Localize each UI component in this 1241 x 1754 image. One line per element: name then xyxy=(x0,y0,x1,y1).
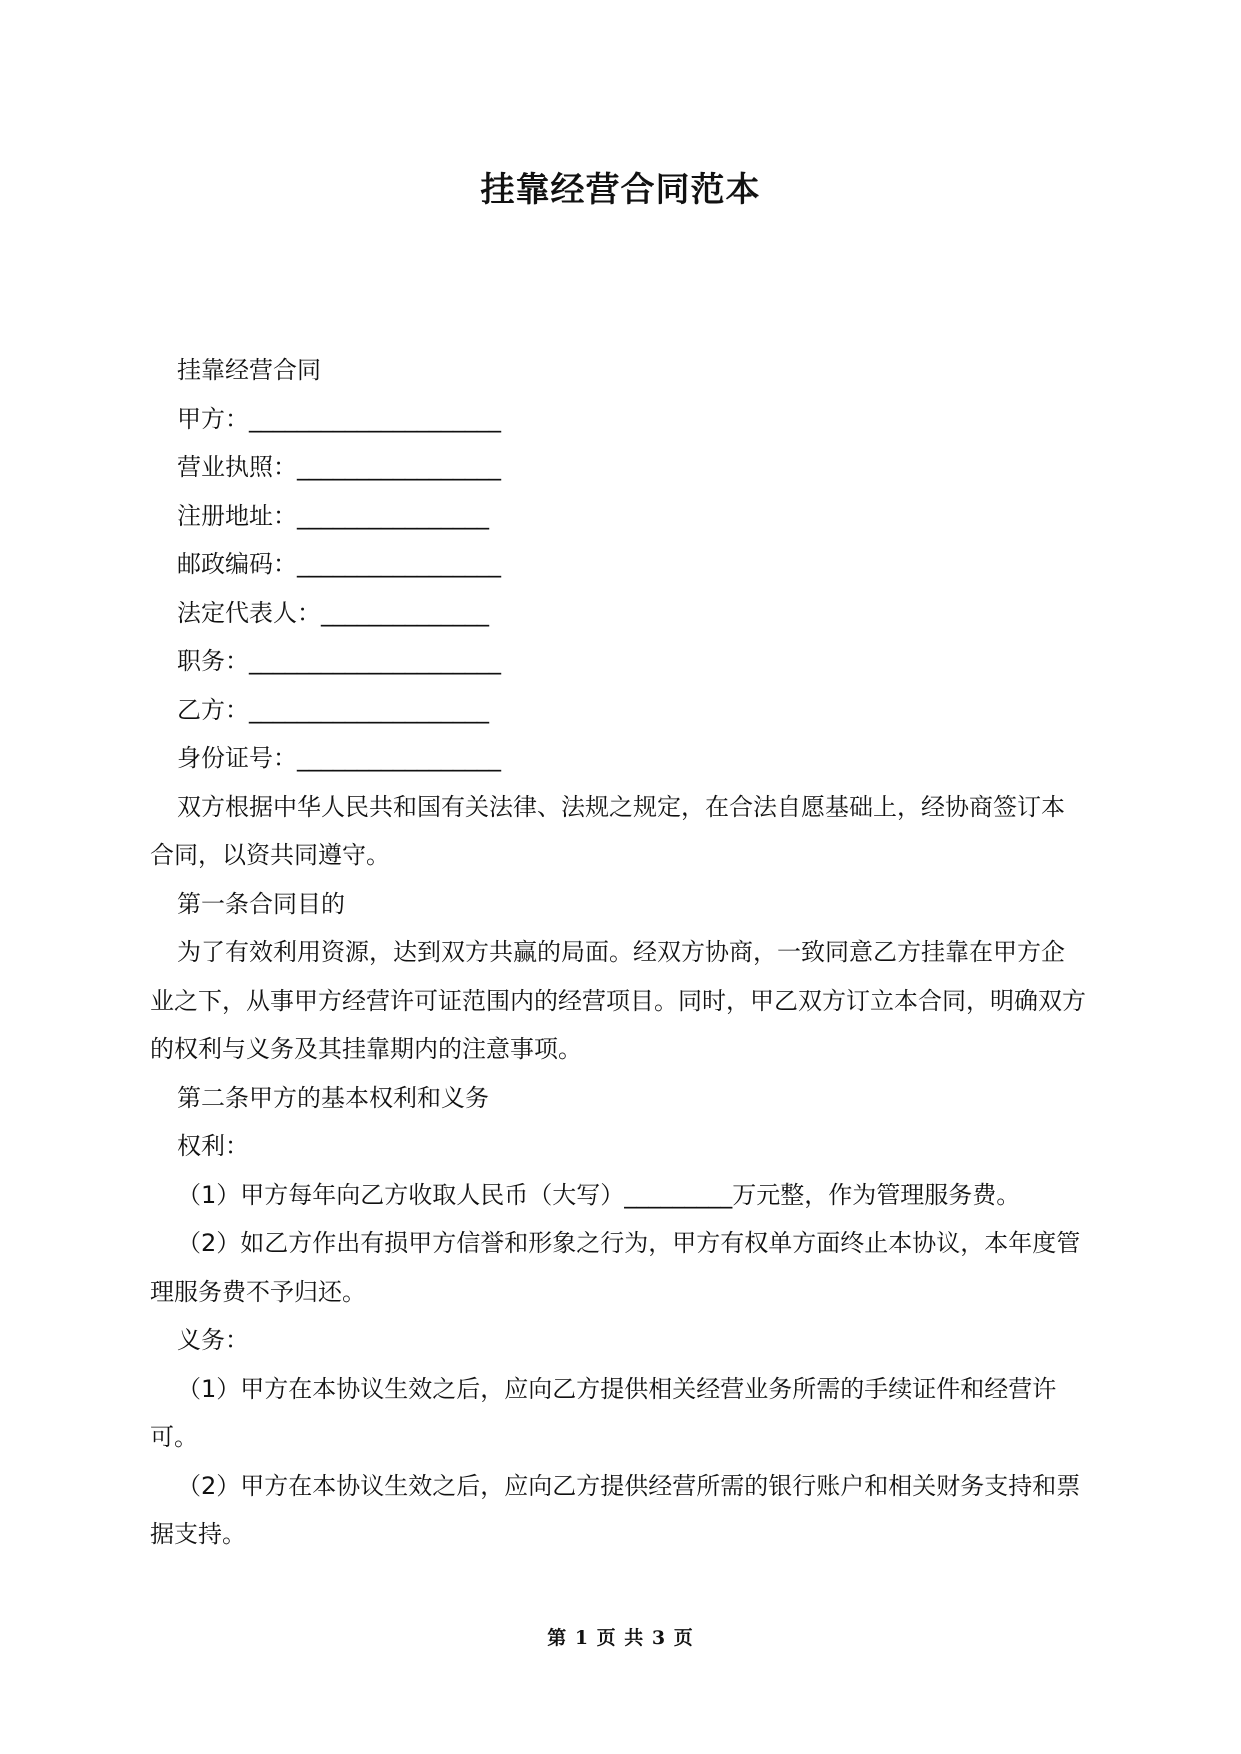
party-a-field: 甲方：_____________________ xyxy=(177,404,501,433)
id-number-field: 身份证号：_________________ xyxy=(177,744,501,772)
obligations-heading: 义务： xyxy=(177,1326,249,1354)
rights-item-2: （2）如乙方作出有损甲方信誉和形象之行为，甲方有权单方面终止本协议，本年度管理服务费不予归还。 xyxy=(150,1229,1081,1306)
contract-heading: 挂靠经营合同 xyxy=(177,356,321,384)
rights-item-1: （1）甲方每年向乙方收取人民币（大写）_________万元整，作为管理服务费。 xyxy=(177,1180,1021,1209)
obligations-item-1: （1）甲方在本协议生效之后，应向乙方提供相关经营业务所需的手续证件和经营许可。 xyxy=(150,1374,1057,1451)
legal-representative-field: 法定代表人：______________ xyxy=(177,598,489,627)
article-1-paragraph: 为了有效利用资源，达到双方共赢的局面。经双方协商，一致同意乙方挂靠在甲方企业之下，从事甲方经营许可证范围内的经营项目。同时，甲乙双方订立本合同，明确双方的权利与义务及其挂靠期内的注意事项。 xyxy=(150,938,1086,1063)
postal-code-field: 邮政编码：_________________ xyxy=(177,550,501,578)
article-2-heading: 第二条甲方的基本权利和义务 xyxy=(177,1083,489,1112)
preamble-paragraph: 双方根据中华人民共和国有关法律、法规之规定，在合法自愿基础上，经协商签订本合同，以资共同遵守。 xyxy=(150,792,1065,869)
position-field: 职务：_____________________ xyxy=(177,647,501,675)
document-body xyxy=(150,346,1088,1559)
page-number: 第 1 页 共 3 页 xyxy=(547,1627,694,1649)
business-license-field: 营业执照：_________________ xyxy=(177,453,501,481)
article-1-heading: 第一条合同目的 xyxy=(177,889,345,918)
registered-address-field: 注册地址：________________ xyxy=(177,501,489,530)
party-b-field: 乙方：____________________ xyxy=(177,695,489,724)
document-title: 挂靠经营合同范本 xyxy=(480,170,761,210)
rights-heading: 权利： xyxy=(177,1132,249,1160)
obligations-item-2: （2）甲方在本协议生效之后，应向乙方提供经营所需的银行账户和相关财务支持和票据支持。 xyxy=(150,1471,1081,1548)
